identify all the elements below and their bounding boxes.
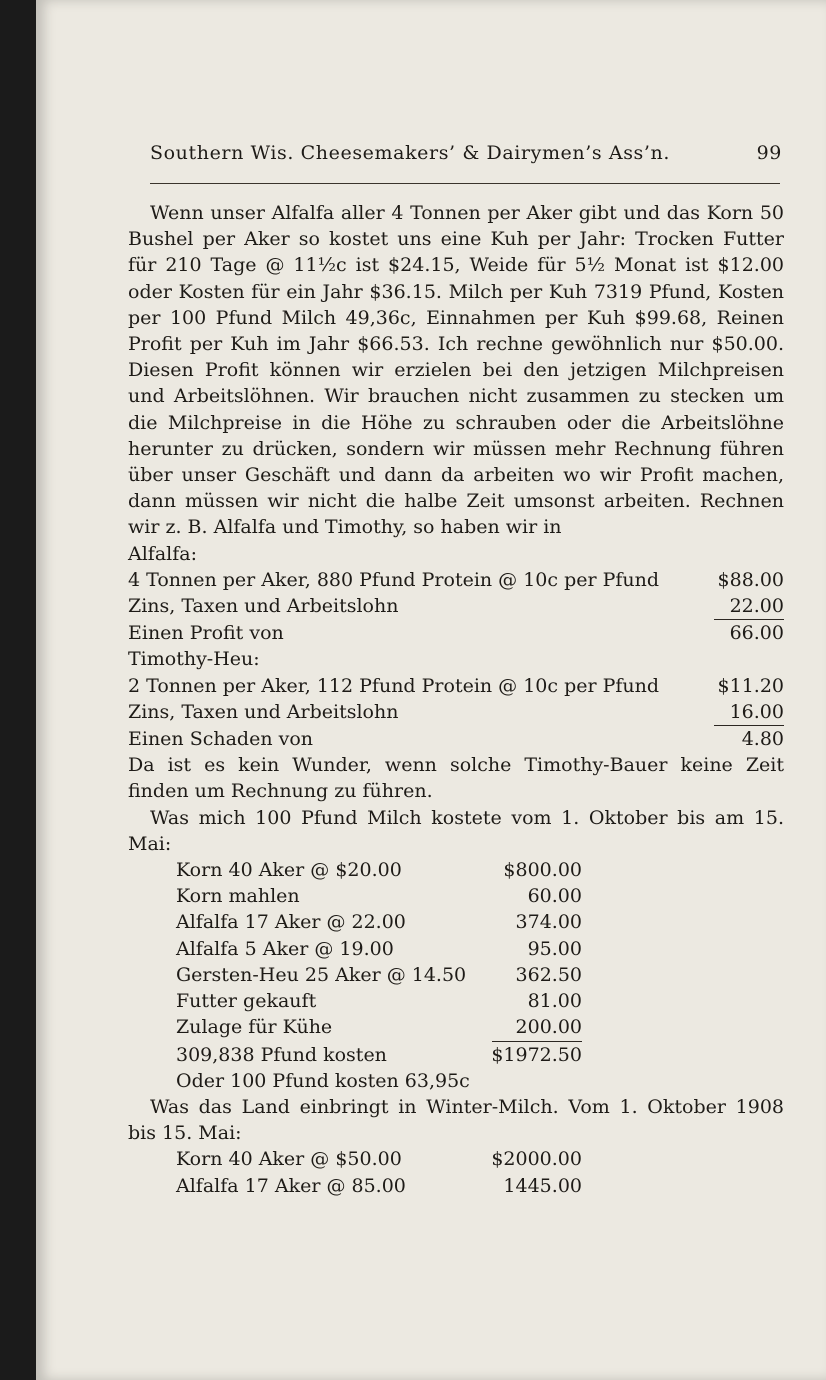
table-row (176, 1173, 582, 1199)
row-amount: 60.00 (527, 885, 582, 908)
row-amount: 81.00 (527, 990, 582, 1013)
income-table (176, 1146, 582, 1198)
table-row (176, 988, 582, 1014)
row-amount: 1445.00 (503, 1174, 582, 1197)
table-row (176, 936, 582, 962)
row-amount: $800.00 (503, 859, 582, 882)
cost-per-hundred-note: Oder 100 Pfund kosten 63,95c (176, 1069, 470, 1092)
paragraph-timothy-farmers: Da ist es kein Wunder, wenn solche Timothy-Bauer keine Zeit finden um Rechnung zu führen. (128, 754, 784, 803)
row-label: 309,838 Pfund kosten (176, 1043, 387, 1066)
table-row (176, 1146, 582, 1172)
row-amount: $2000.00 (491, 1148, 582, 1171)
row-amount: 200.00 (492, 1014, 582, 1041)
table-row (176, 857, 582, 883)
table-row (176, 1014, 582, 1041)
paragraph-cost-per-cow: Wenn unser Alfalfa aller 4 Tonnen per Aker gibt und das Korn 50 Bushel per Aker so kostet uns eine Kuh per Jahr: Trocken Futter für 210 Tage @ 11½c ist $24.15, Weide für 5½ Monat ist $12.00 oder Kosten für ein Jahr $36.15. Milch per Kuh 7319 Pfund, Kosten per 100 Pfund Milch 49,36c, Einnahmen per Kuh $99.68, Reinen Profit per Kuh im Jahr $66.53. Ich rechne gewöhnlich nur $50.00. Diesen Profit können wir erzielen bei den jetzigen Milchpreisen und Arbeitslöhnen. Wir brauchen nicht zusammen zu stecken um die Milchpreise in die Höhe zu schrauben oder die Arbeitslöhne herunter zu drücken, sondern wir müssen mehr Rechnung führen über unser Geschäft und dann da arbeiten wo wir Profit machen, dann müssen wir nicht die halbe Zeit umsonst arbeiten. Rechnen wir z. B. Alfalfa und Timothy, so haben wir in (128, 202, 784, 539)
row-label: 4 Tonnen per Aker, 880 Pfund Protein @ 10c per Pfund (128, 568, 660, 591)
row-amount: 4.80 (741, 728, 784, 751)
table-row (176, 883, 582, 909)
running-header (150, 142, 790, 164)
page-number: 99 (756, 142, 782, 164)
header-rule (150, 183, 780, 184)
row-label: Zulage für Kühe (176, 1016, 333, 1039)
row-label: Futter gekauft (176, 990, 317, 1013)
table-row (128, 726, 784, 752)
page-body (128, 200, 784, 1199)
row-label: Korn 40 Aker @ $20.00 (176, 859, 402, 882)
cost-heading: Was mich 100 Pfund Milch kostete vom 1. Oktober bis am 15. Mai: (128, 806, 784, 855)
row-label: Gersten-Heu 25 Aker @ 14.50 (176, 963, 467, 986)
row-label: Einen Schaden von (128, 728, 314, 751)
row-label: Korn 40 Aker @ $50.00 (176, 1148, 402, 1171)
table-row (176, 909, 582, 935)
row-label: Alfalfa 17 Aker @ 22.00 (176, 911, 406, 934)
row-label: Alfalfa 5 Aker @ 19.00 (176, 937, 394, 960)
row-amount: 22.00 (714, 593, 784, 620)
row-amount: 374.00 (515, 911, 582, 934)
table-row (128, 673, 784, 699)
alfalfa-heading: Alfalfa: (128, 542, 197, 565)
row-label: Einen Profit von (128, 622, 284, 645)
row-label: 2 Tonnen per Aker, 112 Pfund Protein @ 10c per Pfund (128, 674, 660, 697)
table-row (128, 567, 784, 593)
row-amount: $88.00 (717, 568, 784, 591)
table-row (176, 962, 582, 988)
alfalfa-table (128, 567, 784, 647)
row-label: Alfalfa 17 Aker @ 85.00 (176, 1174, 406, 1197)
row-amount: 66.00 (729, 622, 784, 645)
income-heading: Was das Land einbringt in Winter-Milch. Vom 1. Oktober 1908 bis 15. Mai: (128, 1095, 784, 1145)
row-label: Korn mahlen (176, 885, 300, 908)
row-amount: $1972.50 (491, 1043, 582, 1066)
row-amount: $11.20 (717, 674, 784, 697)
row-amount: 362.50 (515, 963, 582, 986)
cost-table (176, 857, 582, 1068)
table-row (128, 620, 784, 646)
row-amount: 16.00 (714, 699, 784, 726)
table-row (128, 593, 784, 620)
row-amount: 95.00 (527, 937, 582, 960)
timothy-heading: Timothy-Heu: (128, 648, 260, 671)
running-title: Southern Wis. Cheesemakers’ & Dairymen’s Ass’n. (150, 142, 671, 164)
table-row (128, 699, 784, 726)
row-label: Zins, Taxen und Arbeitslohn (128, 700, 399, 723)
table-row (176, 1042, 582, 1068)
timothy-table (128, 673, 784, 753)
row-label: Zins, Taxen und Arbeitslohn (128, 595, 399, 618)
